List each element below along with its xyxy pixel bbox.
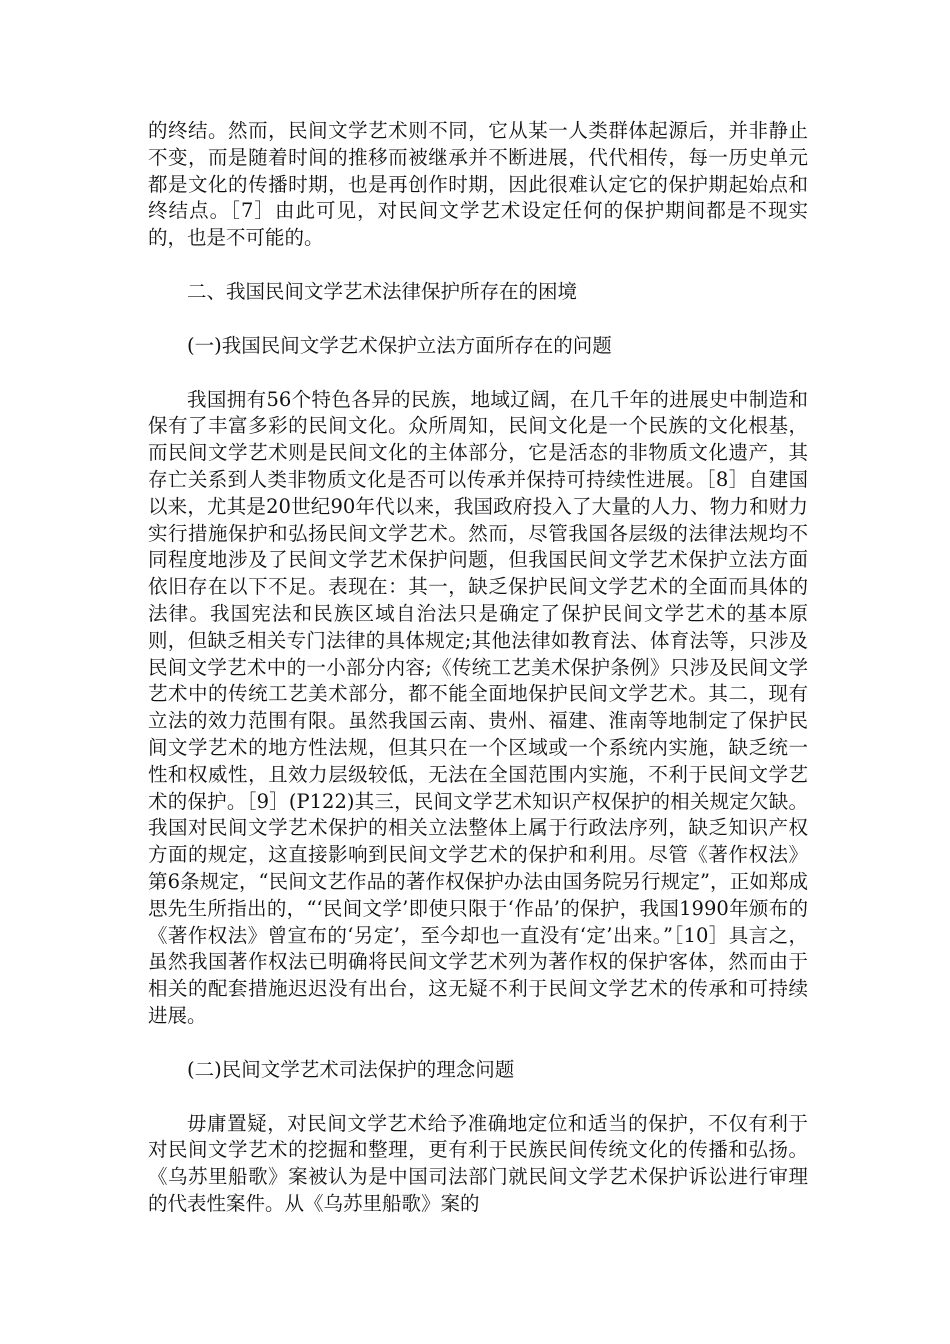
paragraph-gap	[148, 1030, 808, 1057]
paragraph-gap	[148, 1084, 808, 1111]
body-paragraph: 我国拥有56个特色各异的民族，地域辽阔，在几千年的进展史中制造和保有了丰富多彩的民间文化。众所周知，民间文化是一个民族的文化根基，而民间文学艺术则是民间文化的主体部分，它是活态的非物质文化遗产，其存亡关系到人类非物质文化是否可以传承并保持可持续性进展。［8］自建国以来，尤其是20世纪90年代以来，我国政府投入了大量的人力、物力和财力实行措施保护和弘扬民间文学艺术。然而，尽管我国各层级的法律法规均不同程度地涉及了民间文学艺术保护问题，但我国民间文学艺术保护立法方面依旧存在以下不足。表现在：其一，缺乏保护民间文学艺术的全面而具体的法律。我国宪法和民族区域自治法只是确定了保护民间文学艺术的基本原则，但缺乏相关专门法律的具体规定;其他法律如教育法、体育法等，只涉及民间文学艺术中的一小部分内容;《传统工艺美术保护条例》只涉及民间文学艺术中的传统工艺美术部分，都不能全面地保护民间文学艺术。其二，现有立法的效力范围有限。虽然我国云南、贵州、福建、淮南等地制定了保护民间文学艺术的地方性法规，但其只在一个区域或一个系统内实施，缺乏统一性和权威性，且效力层级较低，无法在全国范围内实施，不利于民间文学艺术的保护。［9］(P122)其三，民间文学艺术知识产权保护的相关规定欠缺。我国对民间文学艺术保护的相关立法整体上属于行政法序列，缺乏知识产权方面的规定，这直接影响到民间文学艺术的保护和利用。尽管《著作权法》第6条规定，“民间文艺作品的著作权保护办法由国务院另行规定”，正如郑成思先生所指出的，“‘民间文学’即使只限于‘作品’的保护，我国1990年颁布的《著作权法》曾宣布的‘另定’，至今却也一直没有‘定’出来。”［10］具言之，虽然我国著作权法已明确将民间文学艺术列为著作权的保护客体，然而由于相关的配套措施迟迟没有出台，这无疑不利于民间文学艺术的传承和可持续进展。	[148, 387, 808, 1027]
paragraph-gap	[148, 360, 808, 387]
paragraph-continuation: 的终结。然而，民间文学艺术则不同，它从某一人类群体起源后，并非静止不变，而是随着时间的推移而被继承并不断进展，代代相传，每一历史单元都是文化的传播时期，也是再创作时期，因此很难认定它的保护期起始点和终结点。［7］由此可见，对民间文学艺术设定任何的保护期间都是不现实的，也是不可能的。	[148, 119, 808, 250]
body-paragraph: 毋庸置疑，对民间文学艺术给予准确地定位和适当的保护，不仅有利于对民间文学艺术的挖掘和整理，更有利于民族民间传统文化的传播和弘扬。《乌苏里船歌》案被认为是中国司法部门就民间文学艺术保护诉讼进行审理的代表性案件。从《乌苏里船歌》案的	[148, 1111, 808, 1215]
document-page	[148, 118, 808, 1218]
subsection-heading: (一)我国民间文学艺术保护立法方面所存在的问题	[187, 333, 612, 357]
paragraph-gap	[148, 252, 808, 279]
subsection-heading: (二)民间文学艺术司法保护的理念问题	[187, 1057, 515, 1081]
section-heading: 二、我国民间文学艺术法律保护所存在的困境	[187, 279, 578, 303]
paragraph-gap	[148, 306, 808, 333]
